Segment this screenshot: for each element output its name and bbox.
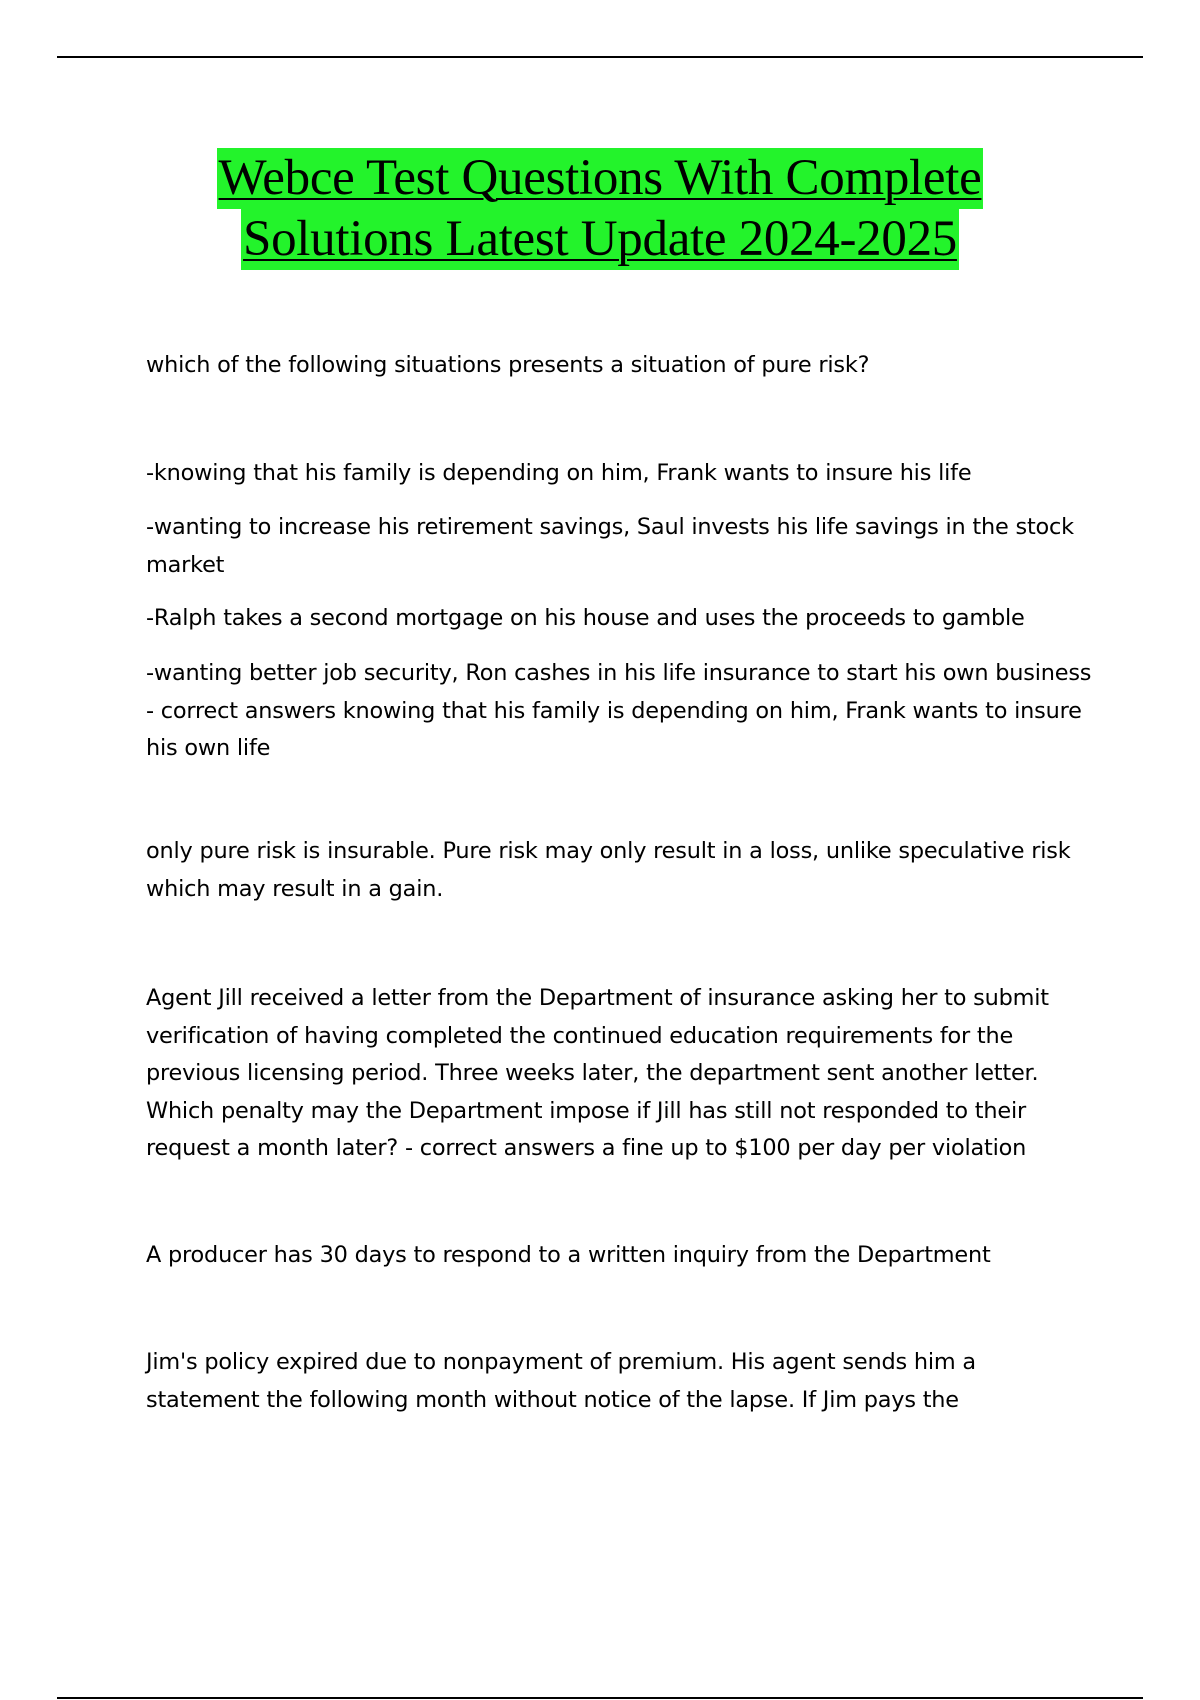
answer-option-4: -wanting better job security, Ron cashes in his life insurance to start his own business - correct answers knowing that his family is depending on him, Frank wants to insure his own life: [146, 660, 1092, 761]
title-line-1: Webce Test Questions With Complete: [217, 148, 984, 209]
answer-option-2: -wanting to increase his retirement savings, Saul invests his life savings in the stock market: [146, 514, 1074, 578]
question-3: Jim's policy expired due to nonpayment of premium. His agent sends him a statement the following month without notice of the lapse. If Jim pays the: [146, 1349, 976, 1413]
question-1: which of the following situations presents a situation of pure risk?: [146, 352, 870, 378]
explanation-1: only pure risk is insurable. Pure risk may only result in a loss, unlike speculative risk which may result in a gain.: [146, 838, 1071, 902]
header-rule: [57, 56, 1143, 58]
answer-option-1: -knowing that his family is depending on him, Frank wants to insure his life: [146, 460, 972, 486]
question-2: Agent Jill received a letter from the Department of insurance asking her to submit verification of having completed the continued education requirements for the previous licensing period. Three weeks later, the department sent another letter. Which penalty may the Department impose if Jill has still not responded to their request a month later? - correct answers a fine up to $100 per day per violation: [146, 985, 1049, 1161]
explanation-2: A producer has 30 days to respond to a written inquiry from the Department: [146, 1242, 991, 1268]
title-line-2: Solutions Latest Update 2024-2025: [241, 209, 959, 270]
answer-option-3: -Ralph takes a second mortgage on his house and uses the proceeds to gamble: [146, 605, 1025, 631]
footer-rule: [57, 1697, 1143, 1699]
document-title: [0, 148, 1200, 270]
